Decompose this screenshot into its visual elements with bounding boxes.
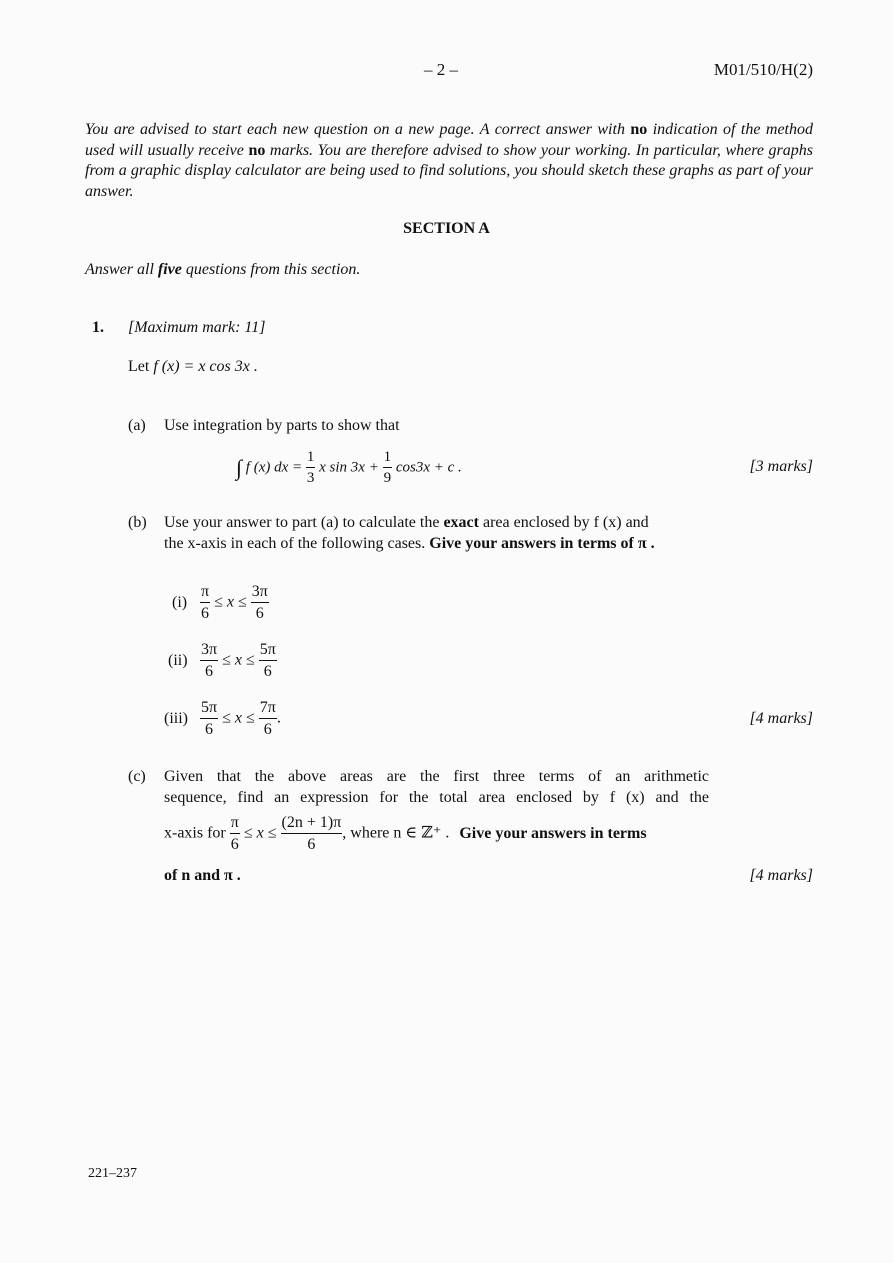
part-a-text: Use integration by parts to show that — [164, 417, 400, 434]
part-b-line2-bold: Give your answers in terms of π . — [429, 535, 655, 552]
fraction-one-ninth — [383, 450, 393, 486]
case-lower-bound — [200, 700, 218, 738]
section-instr-bold: five — [157, 261, 182, 278]
intro-text-3: marks. You are therefore advised to show your working. In particular, where graphs from a graphic display calculator are being used to find solutions, you should sketch these graphs as part of your answer. — [85, 141, 813, 200]
question-number: 1. — [92, 319, 104, 336]
part-c-lower-bound — [230, 815, 240, 853]
fraction-one-third — [306, 450, 316, 486]
frac-num: π — [200, 584, 210, 603]
case-i-label: (i) — [172, 594, 188, 611]
section-instruction — [85, 261, 360, 279]
part-c-line-4: of n and π . — [164, 867, 241, 884]
frac-num: 7π — [259, 700, 277, 719]
formula-end: cos3x + c . — [395, 459, 462, 476]
footer-code: 221–237 — [88, 1166, 137, 1181]
part-a-label: (a) — [128, 417, 146, 434]
part-c-where: , where n ∈ ℤ⁺ . — [342, 824, 450, 842]
part-a-marks: [3 marks] — [749, 458, 813, 475]
frac-num: (2n + 1)π — [281, 815, 343, 834]
frac-den: 6 — [230, 836, 239, 853]
frac-den: 6 — [255, 605, 264, 622]
part-b-label: (b) — [128, 514, 147, 531]
intro-emphasis-2: no — [248, 141, 266, 159]
part-c-xaxis-for: x-axis for — [164, 824, 226, 842]
frac-num: 5π — [259, 642, 277, 661]
frac-den: 6 — [263, 721, 272, 738]
part-b-marks: [4 marks] — [749, 710, 813, 727]
part-b-line-1 — [164, 514, 649, 532]
case-ii-label: (ii) — [168, 652, 188, 669]
section-title: SECTION A — [403, 220, 490, 237]
part-c-marks: [4 marks] — [749, 867, 813, 884]
part-b-line-2 — [164, 535, 655, 553]
case-upper-bound — [251, 584, 269, 622]
frac-den: 6 — [263, 663, 272, 680]
frac-den: 6 — [205, 721, 214, 738]
frac-den: 6 — [205, 663, 214, 680]
case-iii-inequality — [200, 700, 281, 738]
page-number: – 2 – — [424, 60, 458, 79]
intro-emphasis-1: no — [630, 121, 648, 138]
integral-sign: ∫ — [236, 455, 243, 480]
part-c-upper-bound — [281, 815, 343, 853]
frac-num: π — [230, 815, 240, 834]
section-instr-post: questions from this section. — [181, 261, 361, 278]
part-c-ineq: ≤ x ≤ — [243, 824, 277, 842]
formula-lhs: f (x) dx = — [245, 459, 303, 476]
frac-den: 6 — [201, 605, 210, 622]
paper-code: M01/510/H(2) — [713, 60, 813, 79]
part-c-label: (c) — [128, 768, 146, 785]
frac-num: 1 — [383, 450, 393, 468]
frac-den: 9 — [383, 470, 392, 486]
section-instr-pre: Answer all — [85, 261, 158, 278]
part-b-line2-text: the x-axis in each of the following cases. — [164, 535, 430, 552]
integral-formula — [236, 450, 462, 486]
case-upper-bound — [259, 642, 277, 680]
part-b-text-post: area enclosed by f (x) and — [478, 514, 649, 531]
case-ineq: ≤ x ≤ — [222, 709, 255, 727]
frac-num: 5π — [200, 700, 218, 719]
part-c-line-2: sequence, find an expression for the total area enclosed by f (x) and the — [164, 789, 709, 806]
intro-text-1: You are advised to start each new question on a new page. A correct answer with — [85, 121, 631, 138]
question-stem — [128, 358, 258, 376]
formula-mid: x sin 3x + — [319, 459, 379, 476]
frac-num: 3π — [200, 642, 218, 661]
intro-instructions — [85, 120, 813, 202]
case-i-inequality — [200, 584, 269, 622]
case-lower-bound — [200, 642, 218, 680]
frac-den: 6 — [307, 836, 316, 853]
intro-text-2: indication of the method used will usually receive — [85, 121, 813, 159]
let-function: f (x) = x cos 3x . — [153, 358, 258, 375]
part-c-line-3 — [164, 815, 647, 853]
case-upper-bound — [259, 700, 277, 738]
max-mark: [Maximum mark: 11] — [128, 319, 266, 336]
case-ineq: ≤ x ≤ — [222, 651, 255, 669]
part-c-bold-1: Give your answers in terms — [459, 824, 647, 842]
frac-den: 3 — [306, 470, 315, 486]
case-lower-bound — [200, 584, 210, 622]
frac-num: 3π — [251, 584, 269, 603]
case-end: . — [276, 709, 281, 727]
let-text: Let — [128, 358, 154, 375]
part-c-line-1: Given that the above areas are the first three terms of an arithmetic — [164, 768, 709, 785]
case-ii-inequality — [200, 642, 277, 680]
case-ineq: ≤ x ≤ — [214, 593, 247, 611]
case-iii-label: (iii) — [164, 710, 188, 727]
part-b-exact: exact — [443, 514, 479, 531]
frac-num: 1 — [306, 450, 316, 468]
part-b-text-pre: Use your answer to part (a) to calculate the — [164, 514, 444, 531]
